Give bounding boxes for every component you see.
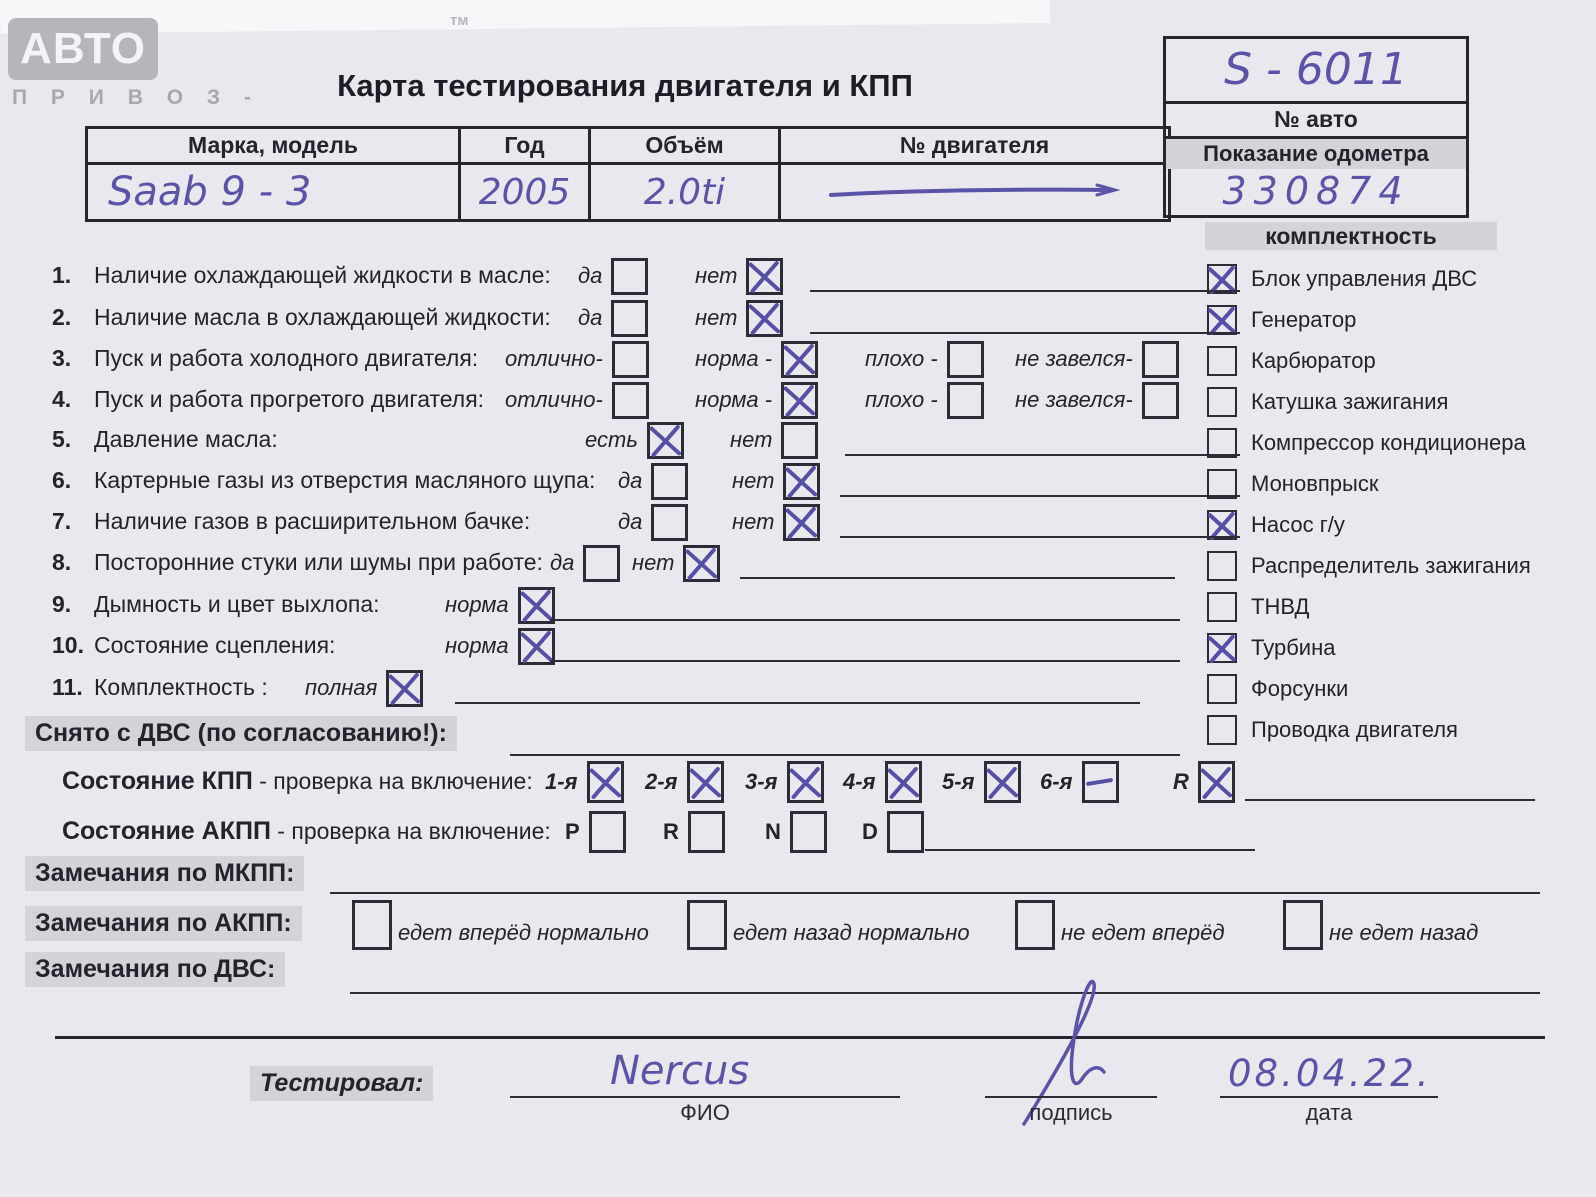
checkbox[interactable] bbox=[1082, 761, 1119, 803]
check-item-6 bbox=[50, 462, 1210, 500]
item-number: 8. bbox=[52, 549, 72, 575]
mkpp-remarks-row bbox=[25, 856, 1565, 896]
option-label: плохо - bbox=[865, 346, 938, 371]
checkbox[interactable] bbox=[1142, 382, 1179, 419]
checkbox[interactable] bbox=[1198, 761, 1235, 803]
kit-item-carburetor bbox=[1207, 344, 1376, 378]
kit-item-ecu bbox=[1207, 262, 1477, 296]
kpp-label-rest: - проверка на включение: bbox=[252, 768, 533, 794]
mkpp-remarks-label: Замечания по МКПП: bbox=[25, 856, 304, 891]
checkbox[interactable] bbox=[984, 761, 1021, 803]
option-label: норма - bbox=[695, 346, 773, 371]
checkbox[interactable] bbox=[783, 463, 820, 500]
checkbox[interactable] bbox=[783, 504, 820, 541]
check-item-1 bbox=[50, 257, 1210, 295]
checkbox[interactable] bbox=[1207, 346, 1237, 376]
answer-line bbox=[550, 619, 1180, 621]
akpp-remarks-row bbox=[25, 900, 1565, 952]
option-label: да bbox=[618, 468, 643, 493]
position-label: N bbox=[765, 819, 781, 844]
akpp-label-rest: - проверка на включение: bbox=[270, 818, 551, 844]
signature-line[interactable] bbox=[985, 1096, 1157, 1098]
option-label: нет bbox=[695, 263, 738, 288]
answer-line bbox=[840, 495, 1240, 497]
checkbox[interactable] bbox=[651, 504, 688, 541]
checkbox[interactable] bbox=[647, 422, 684, 459]
checkbox[interactable] bbox=[611, 300, 648, 337]
engine-no-dash bbox=[825, 181, 1125, 203]
fio-caption: ФИО bbox=[680, 1100, 730, 1125]
check-item-11 bbox=[50, 669, 1210, 707]
checkbox[interactable] bbox=[1207, 387, 1237, 417]
kit-item-label: Генератор bbox=[1251, 307, 1357, 332]
option-label: не едет назад bbox=[1329, 920, 1479, 945]
kpp-label-bold: Состояние КПП bbox=[62, 767, 253, 795]
kit-item-label: Турбина bbox=[1251, 635, 1336, 660]
item-number: 4. bbox=[52, 386, 72, 412]
col-header-year: Год bbox=[461, 129, 591, 165]
item-number: 9. bbox=[52, 591, 72, 617]
check-item-8 bbox=[50, 544, 1210, 582]
kit-item-label: ТНВД bbox=[1251, 594, 1310, 619]
option-label: норма - bbox=[695, 387, 773, 412]
checkbox[interactable] bbox=[1207, 674, 1237, 704]
position-label: D bbox=[862, 819, 878, 844]
trademark-mark: тм bbox=[450, 12, 469, 29]
removed-from-engine-row bbox=[25, 716, 1475, 756]
check-item-7 bbox=[50, 503, 1210, 541]
answer-line bbox=[510, 754, 1180, 756]
item-label: Дымность и цвет выхлопа: bbox=[94, 591, 380, 617]
check-item-9 bbox=[50, 586, 1210, 624]
checkbox[interactable] bbox=[947, 382, 984, 419]
option-label: нет bbox=[732, 468, 775, 493]
checkbox[interactable] bbox=[1207, 592, 1237, 622]
checkbox[interactable] bbox=[386, 670, 423, 707]
checkbox[interactable] bbox=[1015, 900, 1055, 950]
kit-item-ac-compressor bbox=[1207, 426, 1526, 460]
checkbox[interactable] bbox=[518, 628, 555, 665]
separator-line bbox=[55, 1036, 1545, 1039]
answer-line bbox=[810, 332, 1240, 334]
checkbox[interactable] bbox=[611, 258, 648, 295]
gear-label: 2-я bbox=[645, 769, 678, 794]
kit-item-label: Распределитель зажигания bbox=[1251, 553, 1531, 578]
akpp-remarks-label: Замечания по АКПП: bbox=[25, 906, 302, 941]
item-label: Комплектность : bbox=[94, 674, 268, 700]
car-no-label: № авто bbox=[1274, 105, 1358, 132]
answer-line bbox=[350, 992, 1540, 994]
item-number: 2. bbox=[52, 304, 72, 330]
answer-line bbox=[740, 577, 1175, 579]
check-item-2 bbox=[50, 299, 1210, 337]
fio-line[interactable] bbox=[510, 1096, 900, 1098]
col-header-make-model: Марка, модель bbox=[88, 129, 461, 165]
answer-line bbox=[1245, 799, 1535, 801]
option-label: полная bbox=[305, 675, 378, 700]
item-label: Наличие газов в расширительном бачке: bbox=[94, 508, 531, 534]
checkbox[interactable] bbox=[651, 463, 688, 500]
kit-item-injectors bbox=[1207, 672, 1348, 706]
kit-item-label: Моновпрыск bbox=[1251, 471, 1379, 496]
option-label: норма bbox=[445, 633, 509, 658]
kit-item-label: Катушка зажигания bbox=[1251, 389, 1449, 414]
vehicle-table bbox=[85, 126, 1171, 222]
logo-text: АВТО bbox=[20, 24, 146, 73]
option-label: да bbox=[618, 509, 643, 534]
option-label: плохо - bbox=[865, 387, 938, 412]
option-label: едет вперёд нормально bbox=[398, 920, 649, 945]
item-number: 5. bbox=[52, 426, 72, 452]
answer-line bbox=[455, 702, 1140, 704]
make-model-value: Saab 9 - 3 bbox=[108, 169, 312, 215]
answer-line bbox=[840, 536, 1240, 538]
checkbox[interactable] bbox=[947, 341, 984, 378]
answer-line bbox=[845, 454, 1240, 456]
gear-label: R bbox=[1173, 769, 1189, 794]
item-number: 6. bbox=[52, 467, 72, 493]
item-label: Состояние сцепления: bbox=[94, 632, 336, 658]
option-label: не завелся- bbox=[1015, 346, 1133, 371]
checkbox[interactable] bbox=[790, 811, 827, 853]
date-line[interactable] bbox=[1220, 1096, 1438, 1098]
col-header-engine-no: № двигателя bbox=[781, 129, 1168, 165]
item-label: Пуск и работа прогретого двигателя: bbox=[94, 386, 485, 412]
checkbox[interactable] bbox=[746, 300, 783, 337]
option-label: не едет вперёд bbox=[1061, 920, 1225, 945]
checkbox[interactable] bbox=[518, 587, 555, 624]
check-item-5 bbox=[50, 421, 1210, 459]
gear-label: 3-я bbox=[745, 769, 778, 794]
kit-header: комплектность bbox=[1205, 222, 1497, 250]
gear-label: 4-я bbox=[843, 769, 876, 794]
checkbox[interactable] bbox=[781, 341, 818, 378]
option-label: норма bbox=[445, 592, 509, 617]
option-label: да bbox=[578, 263, 603, 288]
check-item-3 bbox=[50, 340, 1210, 378]
option-label: нет bbox=[632, 550, 675, 575]
kit-item-label: Компрессор кондиционера bbox=[1251, 430, 1526, 455]
checkbox[interactable] bbox=[587, 761, 624, 803]
answer-line bbox=[330, 892, 1540, 894]
item-number: 1. bbox=[52, 262, 72, 288]
answer-line bbox=[810, 290, 1240, 292]
item-number: 10. bbox=[52, 632, 84, 658]
checkbox[interactable] bbox=[1142, 341, 1179, 378]
item-number: 11. bbox=[52, 674, 83, 700]
car-code-value: S - 6011 bbox=[1224, 43, 1408, 95]
tester-name-value: Nercus bbox=[610, 1048, 750, 1094]
akpp-label-bold: Состояние АКПП bbox=[62, 817, 271, 845]
date-caption: дата bbox=[1305, 1100, 1353, 1125]
option-label: да bbox=[578, 305, 603, 330]
date-value: 08.04.22. bbox=[1228, 1052, 1432, 1095]
dvs-remarks-row bbox=[25, 946, 1565, 994]
option-label: отлично- bbox=[505, 346, 603, 371]
page-title: Карта тестирования двигателя и КПП bbox=[337, 68, 913, 103]
car-code-cell[interactable] bbox=[1166, 39, 1466, 99]
odometer-label: Показание одометра bbox=[1166, 139, 1466, 169]
check-item-10 bbox=[50, 627, 1210, 665]
signature-caption: подпись bbox=[1029, 1100, 1113, 1125]
option-label: нет bbox=[695, 305, 738, 330]
checkbox[interactable] bbox=[352, 900, 392, 950]
checkbox[interactable] bbox=[687, 761, 724, 803]
checkbox[interactable] bbox=[612, 341, 649, 378]
kit-item-label: Форсунки bbox=[1251, 676, 1349, 701]
position-label: P bbox=[565, 819, 580, 844]
option-label: да bbox=[550, 550, 575, 575]
checkbox[interactable] bbox=[885, 761, 922, 803]
kit-item-label: Насос г/у bbox=[1251, 512, 1345, 537]
dvs-remarks-label: Замечания по ДВС: bbox=[25, 952, 285, 987]
kit-item-label: Блок управления ДВС bbox=[1251, 266, 1478, 291]
option-label: не завелся- bbox=[1015, 387, 1133, 412]
checkbox[interactable] bbox=[781, 422, 818, 459]
cell-volume[interactable] bbox=[591, 165, 781, 219]
removed-from-engine-label: Снято с ДВС (по согласованию!): bbox=[25, 716, 457, 751]
car-number-box bbox=[1163, 36, 1469, 218]
position-label: R bbox=[663, 819, 679, 844]
volume-value: 2.0ti bbox=[643, 171, 726, 213]
option-label: отлично- bbox=[505, 387, 603, 412]
item-label: Пуск и работа холодного двигателя: bbox=[94, 345, 479, 371]
kit-item-label: Проводка двигателя bbox=[1251, 717, 1458, 742]
gear-label: 1-я bbox=[545, 769, 578, 794]
kit-item-turbine bbox=[1207, 631, 1335, 665]
kpp-row bbox=[50, 760, 1210, 804]
year-value: 2005 bbox=[478, 171, 571, 213]
odometer-value: 330874 bbox=[1222, 169, 1410, 213]
checkbox[interactable] bbox=[612, 382, 649, 419]
item-label: Давление масла: bbox=[94, 426, 278, 452]
checkbox[interactable] bbox=[583, 545, 620, 582]
cell-engine-no[interactable] bbox=[781, 165, 1168, 219]
checkbox[interactable] bbox=[781, 382, 818, 419]
option-label: есть bbox=[585, 427, 638, 452]
kit-item-label: Карбюратор bbox=[1251, 348, 1376, 373]
gear-label: 6-я bbox=[1040, 769, 1073, 794]
item-label: Посторонние стуки или шумы при работе: bbox=[94, 549, 543, 575]
answer-line bbox=[550, 660, 1180, 662]
tested-by-label: Тестировал: bbox=[250, 1066, 433, 1101]
checkbox[interactable] bbox=[787, 761, 824, 803]
answer-line bbox=[925, 849, 1255, 851]
option-label: нет bbox=[732, 509, 775, 534]
item-label: Картерные газы из отверстия масляного щупа: bbox=[94, 467, 596, 493]
akpp-row bbox=[50, 810, 1210, 854]
col-header-volume: Объём bbox=[591, 129, 781, 165]
kit-item-distributor bbox=[1207, 549, 1531, 583]
cell-year[interactable] bbox=[461, 165, 591, 219]
checkbox[interactable] bbox=[1207, 551, 1237, 581]
odometer-cell[interactable] bbox=[1166, 169, 1466, 213]
item-number: 3. bbox=[52, 345, 72, 371]
check-item-4 bbox=[50, 381, 1210, 419]
checkbox[interactable] bbox=[887, 811, 924, 853]
checkbox[interactable] bbox=[688, 811, 725, 853]
option-label: нет bbox=[730, 427, 773, 452]
cell-make-model[interactable] bbox=[108, 165, 461, 219]
checkbox[interactable] bbox=[1283, 900, 1323, 950]
gear-label: 5-я bbox=[942, 769, 975, 794]
checkbox[interactable] bbox=[1207, 633, 1237, 663]
item-label: Наличие масла в охлаждающей жидкости: bbox=[94, 304, 551, 330]
option-label: едет назад нормально bbox=[733, 920, 970, 945]
checkbox[interactable] bbox=[589, 811, 626, 853]
checkbox[interactable] bbox=[1207, 305, 1237, 335]
item-label: Наличие охлаждающей жидкости в масле: bbox=[94, 262, 551, 288]
kit-item-ignition-coil bbox=[1207, 385, 1448, 419]
checkbox[interactable] bbox=[687, 900, 727, 950]
checkbox[interactable] bbox=[746, 258, 783, 295]
checkbox[interactable] bbox=[683, 545, 720, 582]
item-number: 7. bbox=[52, 508, 72, 534]
logo-subtext: П Р И В О З - bbox=[12, 86, 260, 109]
kit-item-injection-pump bbox=[1207, 590, 1309, 624]
